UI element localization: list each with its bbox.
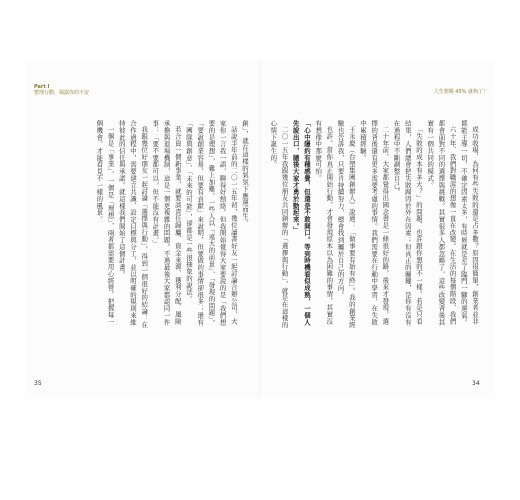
- page-number-left: 35: [34, 380, 42, 387]
- part-label: Part I: [34, 84, 50, 90]
- paragraph: 「失敗的成本有多大？」的問題、也許跟你想的不一樣。若是只看結果，人們總會把失敗歸因於外在因素；但真正的關鍵，是你有沒有在過程中不斷調整自己。: [392, 120, 423, 326]
- paragraph: 二〇一五年我跟幾位朋友共同創辦的「選擇與行動」，就是在這樣的心情下誕生的。: [269, 120, 289, 329]
- paragraph: 一個是「事業」，一個是「理想」，兩者都需要用心經營。把握每一個機會，才能看見不一樣的風景。: [95, 120, 115, 326]
- paragraph: 若合資一個新事業，就要談責任歸屬、資金來源、獲利分配、風險承擔與退場機制，這是一個更複雜的問題。不過最後大家都認同一件事：「要不要都可以，但不能沒有計畫。」: [151, 120, 182, 326]
- paragraph: 成功收場、為何有些失敗的還是占多數？原因很簡單，創業者並非都能主導一切，不確定因素太多，有時候就是差了臨門一腳的運氣。: [459, 120, 479, 326]
- paragraph: 話說半年前的二〇一五年初，幾位讀書好友一起討論合辦公司，大家你一言我一語，聊得好熱絡。但我開始覺得大家要說的是「我們想要的是理想」，難上加難。一些人以「遠大的前景」、「發現的問題」，「要說創業容易，但要有貢獻」來說明，但要做的事情卻很多；還有「團隊與創意」、「未來的可能」，卻都是一些很抽象的說法。: [184, 120, 238, 327]
- page-number-right: 34: [472, 380, 480, 387]
- paragraph: 也許，當你真正開始行動，才會發現原本以為困難的事情，其實沒有想像中那麼可怕。: [314, 120, 334, 326]
- paragraph: 我跟幾位好朋友一起討論「選擇與行動」，得到一個很好的結論：在合作過程中，需要建立共識、設定目標與分工，並以明確的規則來維持彼此的信任與承諾。就這樣我們開始了這個計畫。: [117, 120, 149, 329]
- running-head-left: [34, 84, 89, 96]
- paragraph: 創」，就在這樣的氣氛下應運而生。: [241, 120, 249, 227]
- pull-quote: 「心中隱約有種感覺，但還是不敢開口。等到時機看似成熟，一個人先說出口，隨後大家才勇於動起來。」: [291, 120, 311, 326]
- right-page-body: [270, 120, 480, 330]
- book-gutter: [259, 60, 261, 398]
- paragraph: 六十年、我們對職涯的想像一直在改變。在生活的每個階段，我們都會面對不同的選擇與挑戰。其實很多人都忽略了，這些改變背後其實有一個共同的模式。: [426, 120, 457, 326]
- running-head-right: 人生想變 45% 就夠了！: [433, 89, 488, 95]
- paragraph: 二十年前，大家都覺得出國念書是一條很好的路，後來才發現，選擇的背後還有更多需要考慮的事情。我們需要在行動中學習，在失敗中累積經驗。: [358, 120, 390, 326]
- part-title: 整理行動，揭露你的不安: [34, 90, 90, 96]
- left-page-body: [70, 120, 250, 330]
- paragraph: 王永慶（台塑集團創辦人）說過：「做事要有始有終」。我的創業經驗也告訴我，只要肯持續努力，總會找到屬於自己的方向。: [336, 120, 356, 329]
